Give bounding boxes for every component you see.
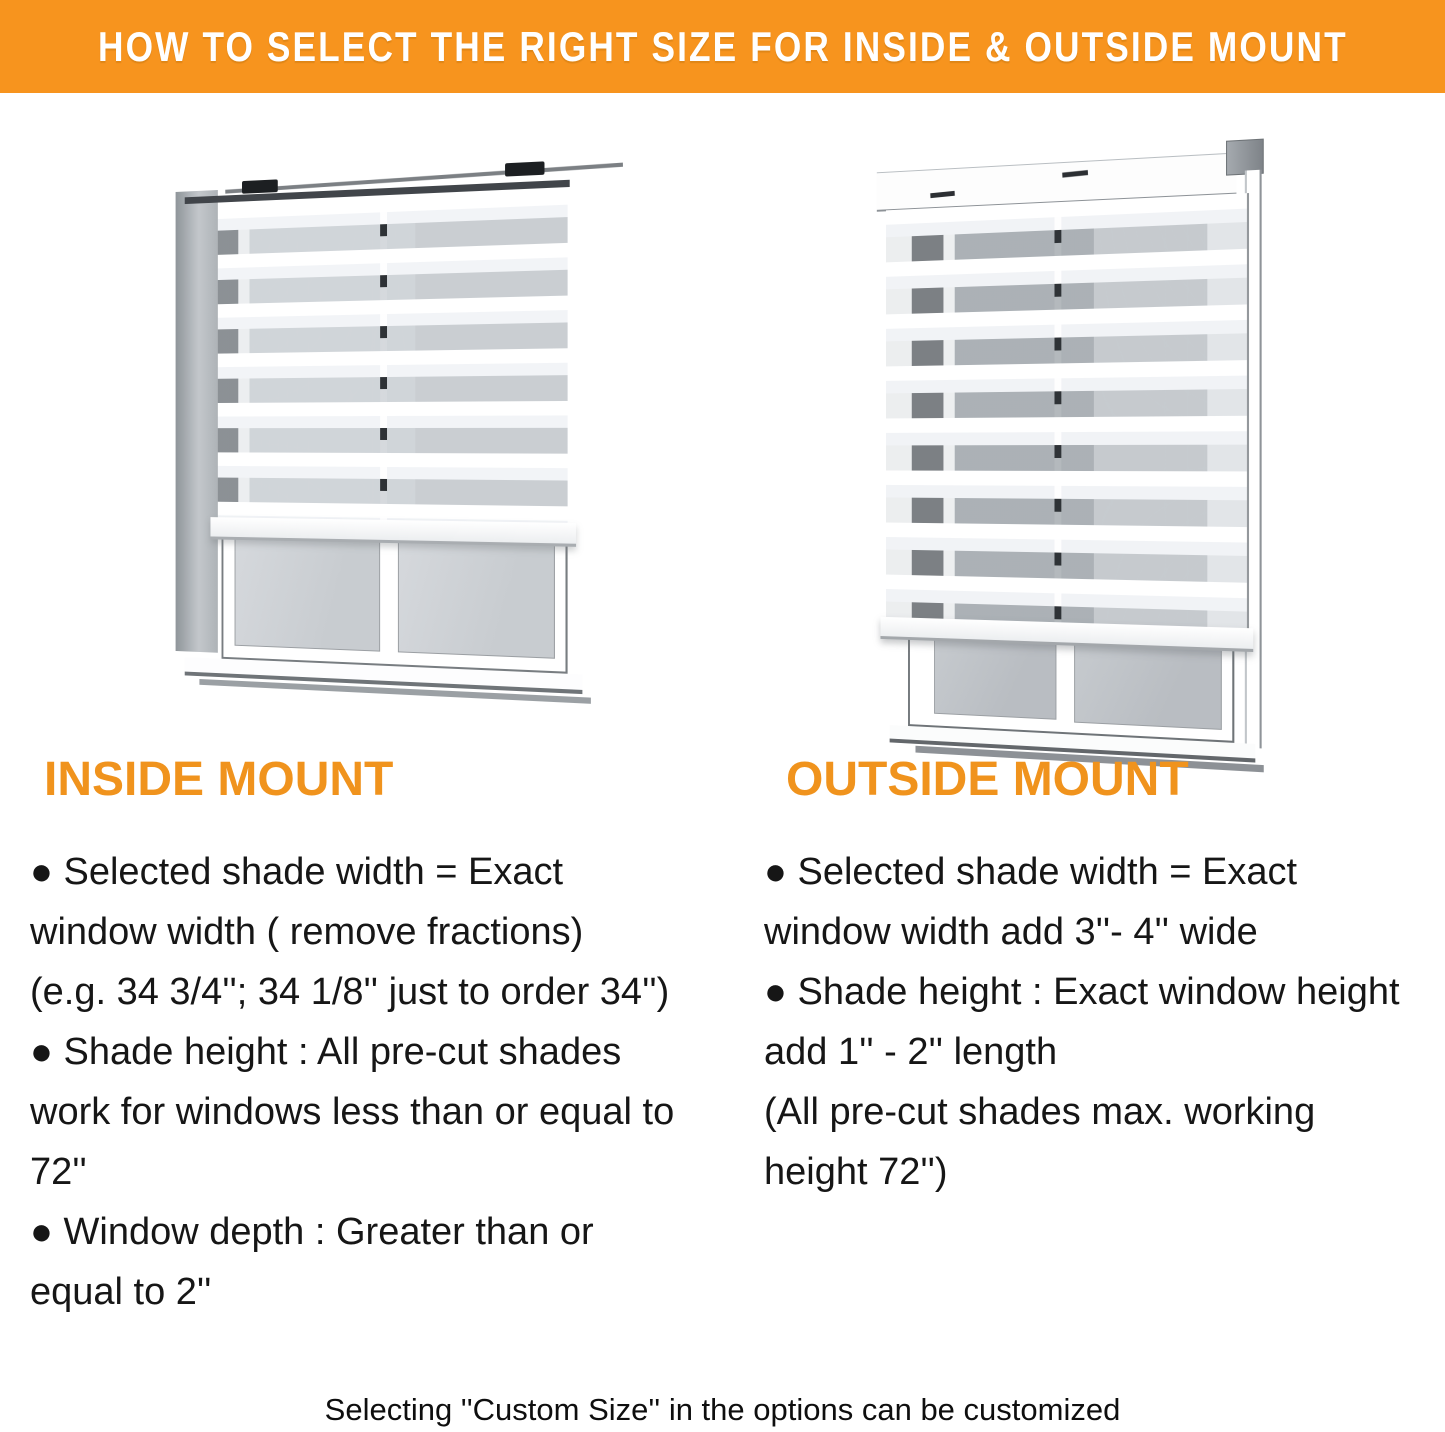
inside-mount-illustration [158, 148, 620, 718]
inside-mount-instructions [30, 842, 674, 1322]
instruction-line: ● Selected shade width = Exact [30, 851, 564, 893]
instruction-line: (All pre-cut shades max. working [764, 1091, 1316, 1133]
outside-mount-illustration [866, 143, 1298, 771]
zebra-shade-slats [218, 190, 568, 537]
instruction-line: ● Window depth : Greater than or [30, 1211, 594, 1253]
instruction-line: height 72'') [764, 1151, 948, 1193]
shade-center-seam [1054, 202, 1061, 640]
instruction-line: add 1'' - 2'' length [764, 1031, 1058, 1073]
inside-mount-window [170, 135, 627, 730]
instruction-line: 72'' [30, 1151, 87, 1193]
instruction-line: ● Shade height : Exact window height [764, 971, 1400, 1013]
zebra-shade-slats [886, 193, 1249, 647]
window-left-jamb [176, 190, 218, 653]
shade-center-seam [380, 198, 387, 534]
outside-mount-instructions [764, 842, 1400, 1202]
outside-mount-window [877, 130, 1304, 784]
instruction-line: window width ( remove fractions) [30, 911, 584, 953]
outside-mount-heading: OUTSIDE MOUNT [786, 753, 1189, 806]
instruction-line: work for windows less than or equal to [30, 1091, 675, 1133]
instruction-line: (e.g. 34 3/4''; 34 1/8'' just to order 34'') [30, 971, 670, 1013]
instruction-line: ● Shade height : All pre-cut shades [30, 1031, 622, 1073]
instruction-line: window width add 3''- 4'' wide [764, 911, 1258, 953]
mounting-bracket [505, 161, 544, 176]
header-banner [0, 0, 1445, 93]
footer-note: Selecting ''Custom Size'' in the options can be customized [324, 1392, 1121, 1427]
header-title: HOW TO SELECT THE RIGHT SIZE FOR INSIDE & OUTSIDE MOUNT [97, 22, 1348, 70]
instruction-line: ● Selected shade width = Exact [764, 851, 1298, 893]
instruction-line: equal to 2'' [30, 1271, 212, 1313]
mounting-bracket [242, 179, 278, 193]
inside-mount-heading: INSIDE MOUNT [44, 753, 394, 806]
